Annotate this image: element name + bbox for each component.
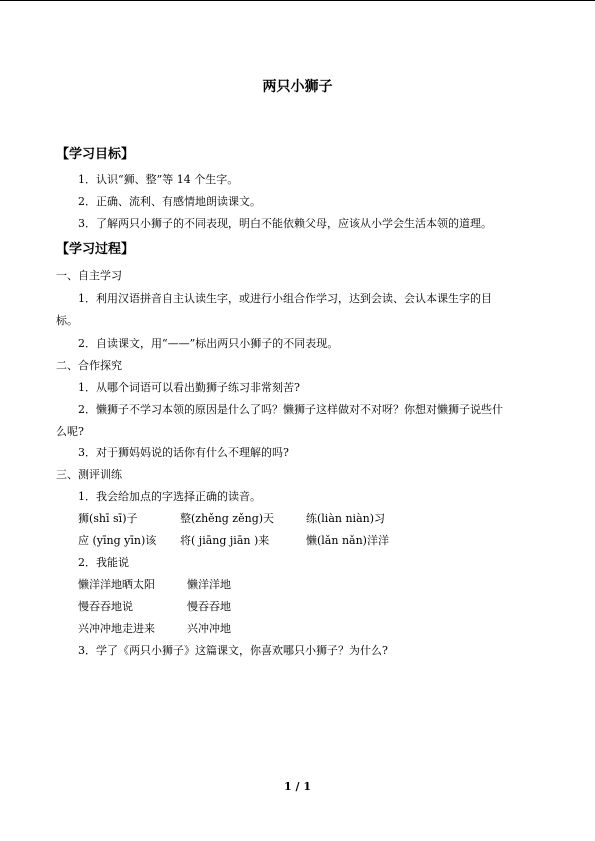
part3-item1: 1．我会给加点的字选择正确的读音。 xyxy=(78,490,261,503)
part3-title: 三、测评训练 xyxy=(56,468,122,481)
phrase-blank: 兴冲冲地 xyxy=(187,622,231,635)
part2-item3: 3．对于狮妈妈说的话你有什么不理解的吗? xyxy=(78,446,289,459)
part2-item2-line2: 么呢? xyxy=(56,425,84,438)
page-title: 两只小狮子 xyxy=(262,79,333,95)
phrase-example: 懒洋洋地晒太阳 xyxy=(78,578,155,591)
part1-item1-line2: 标。 xyxy=(56,314,78,327)
goals-heading: 【学习目标】 xyxy=(56,147,135,162)
pinyin-choice: 狮(shī sī)子 xyxy=(78,512,138,525)
phrase-blank: 懒洋洋地 xyxy=(187,578,231,591)
part1-item2: 2．自读课文，用“——”标出两只小狮子的不同表现。 xyxy=(78,337,339,350)
part2-item1: 1．从哪个词语可以看出勤狮子练习非常刻苦? xyxy=(78,381,300,394)
pinyin-choice: 练(liàn niàn)习 xyxy=(306,512,386,525)
part1-item1-line1: 1．利用汉语拼音自主认读生字，或进行小组合作学习，达到会读、会认本课生字的目 xyxy=(78,292,492,305)
part3-item3: 3．学了《两只小狮子》这篇课文，你喜欢哪只小狮子？为什么? xyxy=(78,644,388,657)
pinyin-choice: 懒(lǎn nǎn)洋洋 xyxy=(306,534,389,547)
part1-title: 一、自主学习 xyxy=(56,269,122,282)
top-rule xyxy=(0,0,595,1)
page-number: 1 / 1 xyxy=(284,780,311,793)
phrase-example: 兴冲冲地走进来 xyxy=(78,622,155,635)
goal-item-1: 1．认识“狮、整”等 14 个生字。 xyxy=(78,173,239,186)
goal-item-3: 3．了解两只小狮子的不同表现，明白不能依赖父母，应该从小学会生活本领的道理。 xyxy=(78,217,492,230)
pinyin-choice: 应 (yīng yīn)该 xyxy=(78,534,157,547)
part3-item2: 2．我能说 xyxy=(78,556,129,569)
part2-title: 二、合作探究 xyxy=(56,359,122,372)
part2-item2-line1: 2．懒狮子不学习本领的原因是什么了吗？懒狮子这样做对不对呀？你想对懒狮子说些什 xyxy=(78,403,503,416)
phrase-example: 慢吞吞地说 xyxy=(78,600,133,613)
pinyin-choice: 整(zhěng zěng)天 xyxy=(180,512,275,525)
process-heading: 【学习过程】 xyxy=(56,242,135,257)
phrase-blank: 慢吞吞地 xyxy=(187,600,231,613)
pinyin-choice: 将( jiāng jiān )来 xyxy=(180,534,270,547)
goal-item-2: 2．正确、流利、有感情地朗读课文。 xyxy=(78,195,261,208)
